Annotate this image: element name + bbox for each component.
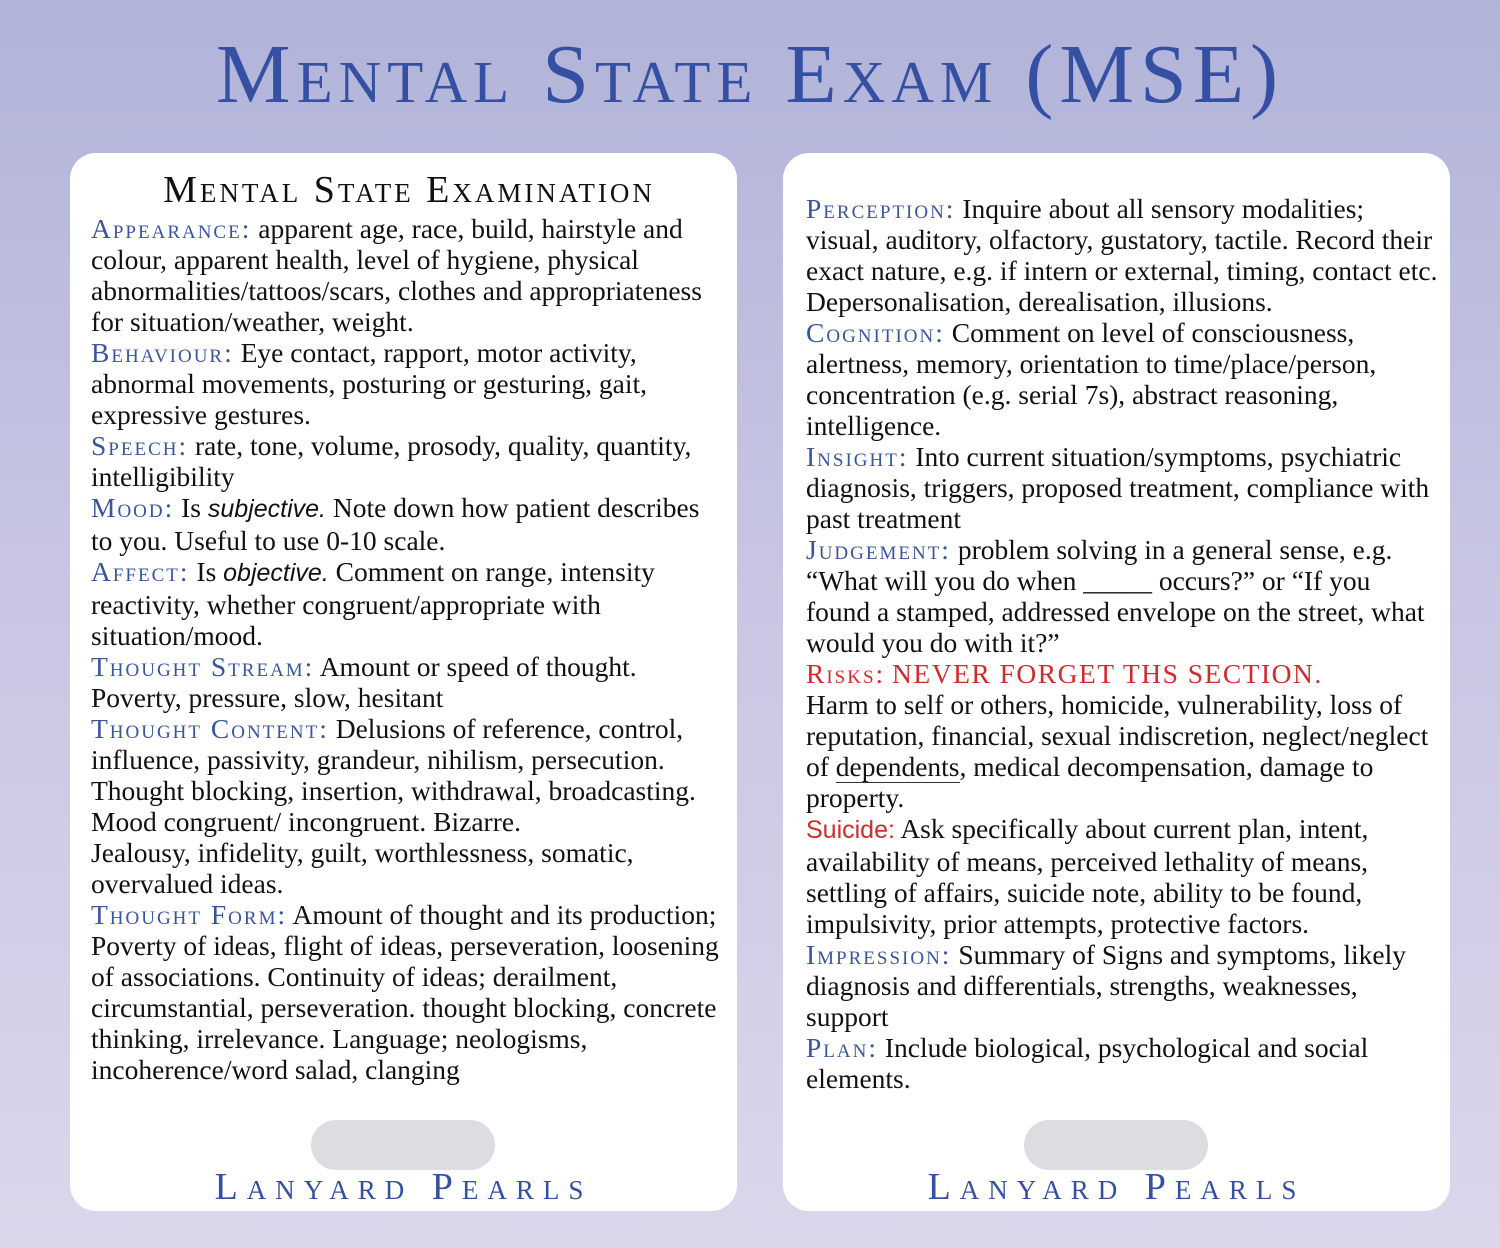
- perception-label: Perception:: [806, 193, 956, 224]
- section-speech: [91, 430, 727, 492]
- thought-form-label: Thought Form:: [91, 899, 288, 930]
- thought-content-text-2: Jealousy, infidelity, guilt, worthlessness, somatic, overvalued ideas.: [91, 837, 634, 899]
- impression-text: Summary of Signs and symptoms, likely diagnosis and differentials, strengths, weaknesses, support: [806, 939, 1406, 1032]
- speech-text: rate, tone, volume, prosody, quality, quantity, intelligibility: [91, 430, 692, 492]
- mood-pre: Is: [181, 492, 202, 523]
- card-mental-state-examination: [70, 153, 737, 1211]
- affect-label: Affect:: [91, 556, 190, 587]
- section-risks: [806, 658, 1440, 813]
- section-insight: [806, 441, 1440, 534]
- section-suicide: [806, 813, 1440, 939]
- risks-warning: NEVER FORGET THS SECTION.: [892, 658, 1323, 689]
- section-behaviour: [91, 337, 727, 430]
- thought-stream-text: Amount or speed of thought. Poverty, pressure, slow, hesitant: [91, 651, 637, 713]
- section-appearance: [91, 213, 727, 337]
- affect-italic: objective.: [223, 559, 329, 587]
- thought-stream-label: Thought Stream:: [91, 651, 315, 682]
- suicide-text: Ask specifically about current plan, intent, availability of means, perceived lethality of means, settling of affairs, suicide note, ability to be found, impulsivity, prior attempts, protective factors.: [806, 813, 1369, 939]
- lanyard-slot: [311, 1120, 495, 1170]
- affect-text: Comment on range, intensity reactivity, whether congruent/appropriate with situation/mood.: [91, 556, 655, 651]
- lanyard-slot: [1024, 1120, 1208, 1170]
- brand-footer: Lanyard Pearls: [214, 1166, 593, 1208]
- insight-label: Insight:: [806, 441, 909, 472]
- impression-label: Impression:: [806, 939, 952, 970]
- section-plan: [806, 1032, 1440, 1094]
- mood-italic: subjective.: [207, 495, 327, 523]
- thought-content-label: Thought Content:: [91, 713, 329, 744]
- section-perception: [806, 193, 1440, 317]
- section-cognition: [806, 317, 1440, 441]
- affect-pre: Is: [196, 556, 217, 587]
- suicide-label: Suicide:: [806, 816, 895, 844]
- section-judgement: [806, 534, 1440, 658]
- judgement-text: problem solving in a general sense, e.g. “What will you do when _____ occurs?” or “If you found a stamped, addressed envelope on the street, what would you do with it?”: [806, 534, 1425, 658]
- insight-text: Into current situation/symptoms, psychiatric diagnosis, triggers, proposed treatment, compliance with past treatment: [806, 441, 1430, 534]
- plan-label: Plan:: [806, 1032, 878, 1063]
- appearance-text: apparent age, race, build, hairstyle and colour, apparent health, level of hygiene, physical abnormalities/tattoos/scars, clothes and appropriateness for situation/weather, weight.: [91, 213, 702, 337]
- speech-label: Speech:: [91, 430, 189, 461]
- cognition-label: Cognition:: [806, 317, 945, 348]
- cognition-text: Comment on level of consciousness, alertness, memory, orientation to time/place/person, concentration (e.g. serial 7s), abstract reasoning, intelligence.: [806, 317, 1377, 441]
- thought-content-text: Delusions of reference, control, influence, passivity, grandeur, nihilism, persecution. Thought blocking, insertion, withdrawal, broadcasting. Mood congruent/ incongruent. Bizarre.: [91, 713, 696, 837]
- section-thought-form: [91, 899, 727, 1085]
- section-thought-content: [91, 713, 727, 899]
- thought-form-text: Amount of thought and its production; Poverty of ideas, flight of ideas, perseveration, loosening of associations. Continuity of ideas; derailment, circumstantial, perseveration. thought blocking, concrete thinking, irrelevance. Language; neologisms, incoherence/word salad, clanging: [91, 899, 719, 1085]
- risks-underlined: dependents: [835, 751, 960, 782]
- section-thought-stream: [91, 651, 727, 713]
- mood-label: Mood:: [91, 492, 175, 523]
- card-title: Mental State Examination: [163, 169, 655, 211]
- risks-text-a: Harm to self or others, homicide, vulnerability, loss of reputation, financial, sexual indiscretion, neglect/neglect of: [806, 689, 1429, 782]
- section-impression: [806, 939, 1440, 1032]
- behaviour-label: Behaviour:: [91, 337, 234, 368]
- plan-text: Include biological, psychological and social elements.: [806, 1032, 1369, 1094]
- mood-text: Note down how patient describes to you. Useful to use 0-10 scale.: [91, 492, 700, 556]
- brand-footer: Lanyard Pearls: [927, 1166, 1306, 1208]
- section-mood: [91, 492, 727, 556]
- judgement-label: Judgement:: [806, 534, 951, 565]
- risks-body: [806, 689, 1440, 813]
- behaviour-text: Eye contact, rapport, motor activity, abnormal movements, posturing or gesturing, gait, expressive gestures.: [91, 337, 648, 430]
- risks-text-b: , medical decompensation, damage to property.: [806, 751, 1374, 813]
- card-mse-continued: [783, 153, 1450, 1211]
- section-affect: [91, 556, 727, 651]
- page-title: Mental State Exam (MSE): [215, 28, 1285, 121]
- perception-text: Inquire about all sensory modalities; visual, auditory, olfactory, gustatory, tactile. Record their exact nature, e.g. if intern or external, timing, contact etc. Depersonalisation, derealisation, illusions.: [806, 193, 1438, 317]
- appearance-label: Appearance:: [91, 213, 252, 244]
- risks-label: Risks:: [806, 658, 886, 689]
